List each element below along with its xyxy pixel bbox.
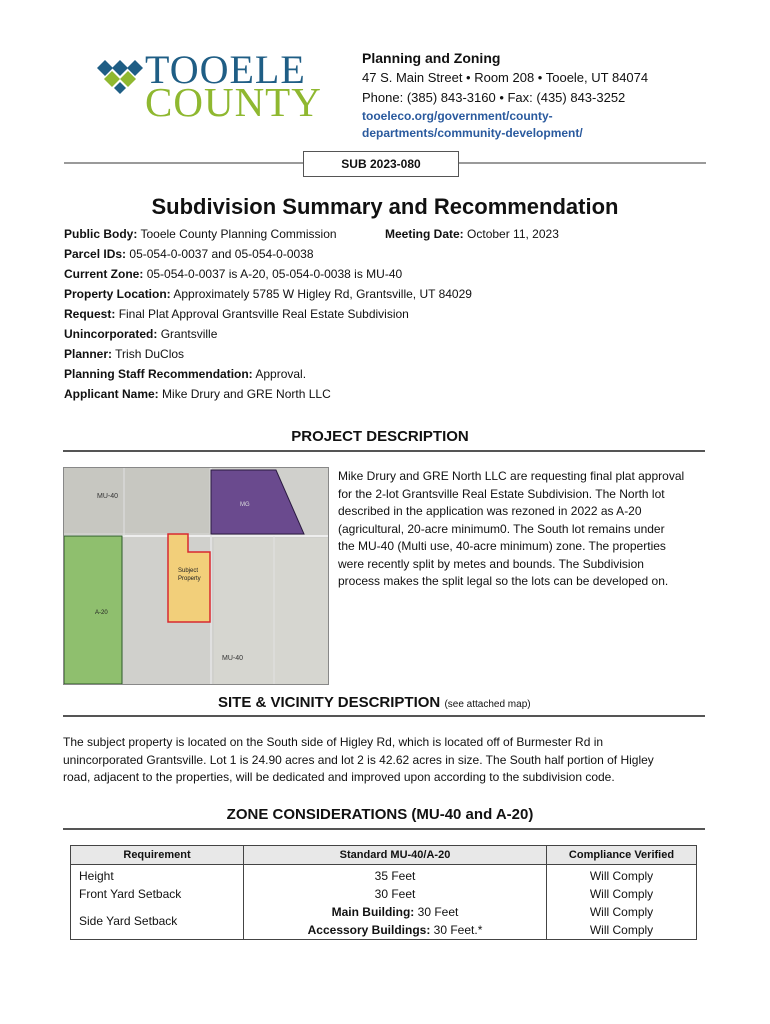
column-header: Standard MU-40/A-20 bbox=[244, 846, 547, 865]
project-line: (agricultural, 20-acre minimum0. The South lot remains under bbox=[338, 521, 665, 536]
zone-considerations-heading: ZONE CONSIDERATIONS (MU-40 and A-20) bbox=[226, 806, 534, 823]
project-line: process makes the split legal so the lots can be developed on. bbox=[338, 574, 669, 588]
accessory-building-label: Accessory Buildings: bbox=[307, 923, 431, 937]
standard-cell: 30 Feet bbox=[244, 885, 547, 903]
map-label-mu40-south: MU-40 bbox=[222, 655, 244, 662]
planner-line bbox=[64, 347, 184, 361]
project-line: Mike Drury and GRE North LLC are requesting final plat approval bbox=[338, 469, 685, 483]
main-building-standard bbox=[252, 903, 538, 921]
zone-table bbox=[70, 845, 697, 940]
parcel-line bbox=[64, 247, 314, 261]
recommendation-label: Planning Staff Recommendation: bbox=[64, 367, 253, 381]
department-phone: Phone: (385) 843-3160 • Fax: (435) 843-3252 bbox=[362, 90, 626, 105]
accessory-building-standard bbox=[252, 921, 538, 939]
zone-label: Current Zone: bbox=[64, 267, 144, 281]
project-description-heading: PROJECT DESCRIPTION bbox=[291, 428, 469, 445]
compliance-cell bbox=[547, 903, 697, 940]
applicant-line bbox=[64, 387, 331, 401]
tooele-county-logo bbox=[95, 47, 335, 125]
request-line bbox=[64, 307, 409, 321]
location-label: Property Location: bbox=[64, 287, 171, 301]
page-title: Subdivision Summary and Recommendation bbox=[151, 194, 619, 219]
planner-value: Trish DuClos bbox=[115, 347, 185, 361]
accessory-building-value: 30 Feet.* bbox=[433, 923, 483, 937]
project-line: the MU-40 (Multi use, 40-acre minimum) zone. The properties bbox=[338, 539, 666, 553]
public-body-value: Tooele County Planning Commission bbox=[140, 227, 337, 241]
standard-cell: 35 Feet bbox=[244, 865, 547, 886]
department-contact bbox=[362, 48, 648, 142]
parcel-label: Parcel IDs: bbox=[64, 247, 127, 261]
case-number: SUB 2023-080 bbox=[303, 151, 459, 177]
site-vicinity-heading bbox=[218, 694, 531, 711]
table-row bbox=[71, 885, 697, 903]
zone-table-header bbox=[71, 846, 697, 865]
project-divider bbox=[63, 450, 705, 452]
meeting-date-value: October 11, 2023 bbox=[467, 227, 559, 241]
site-line: unincorporated Grantsville. Lot 1 is 24.90 acres and lot 2 is 42.62 acres in size. The South half portion of Higley bbox=[63, 752, 654, 767]
site-divider bbox=[63, 715, 705, 717]
requirement-cell: Front Yard Setback bbox=[71, 885, 244, 903]
column-header: Requirement bbox=[71, 846, 244, 865]
zoning-map bbox=[63, 467, 329, 685]
project-line: for the 2-lot Grantsville Real Estate Subdivision. The North lot bbox=[338, 486, 665, 501]
table-row bbox=[71, 865, 697, 886]
map-label-subject: Subject bbox=[178, 568, 199, 574]
requirement-cell: Side Yard Setback bbox=[71, 903, 244, 940]
zone-value: 05-054-0-0037 is A-20, 05-054-0-0038 is MU-40 bbox=[146, 267, 403, 281]
project-description-text bbox=[338, 468, 718, 591]
project-line: described in the application was rezoned in 2022 as A-20 bbox=[338, 504, 642, 518]
site-vicinity-note: (see attached map) bbox=[444, 699, 531, 710]
main-building-value: 30 Feet bbox=[417, 905, 459, 919]
location-value: Approximately 5785 W Higley Rd, Grantsville, UT 84029 bbox=[173, 287, 472, 301]
site-line: The subject property is located on the South side of Higley Rd, which is located off of Burmester Rd in bbox=[63, 735, 604, 749]
table-row bbox=[71, 903, 697, 940]
compliance-main: Will Comply bbox=[589, 905, 654, 919]
column-header: Compliance Verified bbox=[547, 846, 697, 865]
unincorporated-line bbox=[64, 327, 217, 341]
recommendation-line bbox=[64, 367, 306, 381]
applicant-label: Applicant Name: bbox=[64, 387, 159, 401]
request-value: Final Plat Approval Grantsville Real Estate Subdivision bbox=[118, 307, 409, 321]
site-description-text bbox=[63, 734, 723, 787]
recommendation-value: Approval. bbox=[255, 367, 307, 381]
unincorporated-label: Unincorporated: bbox=[64, 327, 158, 341]
map-label-property: Property bbox=[178, 576, 201, 582]
map-label-mg: MG bbox=[240, 502, 250, 508]
logo-word-county: COUNTY bbox=[145, 79, 322, 125]
meeting-date-line bbox=[385, 227, 559, 241]
department-url-line2[interactable]: departments/community-development/ bbox=[362, 126, 583, 140]
site-vicinity-title: SITE & VICINITY DESCRIPTION bbox=[218, 694, 441, 711]
site-line: road, adjacent to the properties, will be dedicated and improved upon according to the subdivision code. bbox=[63, 770, 615, 784]
zoning-map-graphic bbox=[64, 468, 328, 684]
public-body-line bbox=[64, 227, 337, 241]
requirement-cell: Height bbox=[71, 865, 244, 886]
request-label: Request: bbox=[64, 307, 116, 321]
zone-divider bbox=[63, 828, 705, 830]
zone-line bbox=[64, 267, 402, 281]
standard-cell bbox=[244, 903, 547, 940]
applicant-value: Mike Drury and GRE North LLC bbox=[162, 387, 331, 401]
unincorporated-value: Grantsville bbox=[160, 327, 218, 341]
map-label-mu40-north: MU-40 bbox=[97, 493, 119, 500]
project-line: were recently split by metes and bounds. The Subdivision bbox=[338, 556, 644, 571]
compliance-cell: Will Comply bbox=[547, 865, 697, 886]
diamond-mark-icon bbox=[95, 58, 145, 98]
logo-word-tooele: TOOELE bbox=[145, 47, 306, 92]
map-label-a20: A-20 bbox=[95, 610, 108, 616]
department-url-line1[interactable]: tooeleco.org/government/county- bbox=[362, 109, 553, 123]
department-name: Planning and Zoning bbox=[362, 50, 501, 66]
department-address: 47 S. Main Street • Room 208 • Tooele, UT 84074 bbox=[362, 70, 649, 85]
parcel-value: 05-054-0-0037 and 05-054-0-0038 bbox=[129, 247, 314, 261]
compliance-accessory: Will Comply bbox=[589, 923, 654, 937]
location-line bbox=[64, 287, 472, 301]
compliance-cell: Will Comply bbox=[547, 885, 697, 903]
meeting-date-label: Meeting Date: bbox=[385, 227, 464, 241]
public-body-label: Public Body: bbox=[64, 227, 138, 241]
planner-label: Planner: bbox=[64, 347, 113, 361]
main-building-label: Main Building: bbox=[331, 905, 415, 919]
